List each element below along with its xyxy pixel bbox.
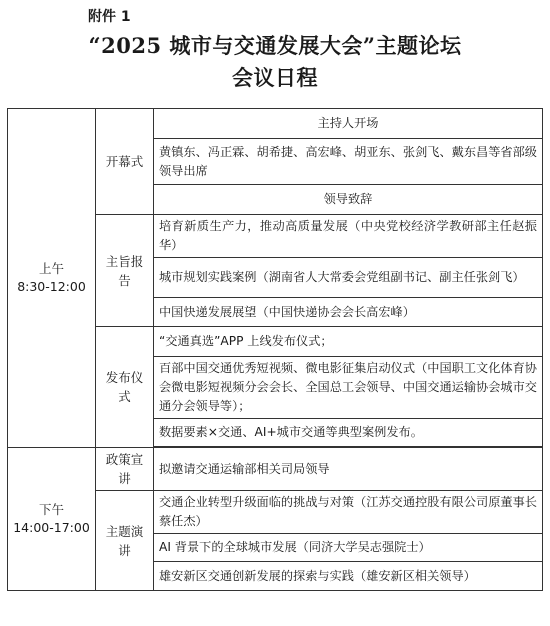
- keynote-item: 中国快递发展展望（中国快递协会会长高宏峰）: [154, 298, 543, 327]
- release-item: 百部中国交通优秀短视频、微电影征集启动仪式（中国职工文化体育协会微电影短视频分会会长、全国总工会领导、中国交通运输协会城市交通分会领导等）；: [154, 357, 543, 419]
- table-row: [8, 448, 543, 491]
- morning-time-label: 上午: [38, 261, 64, 276]
- session-opening: 开幕式: [96, 109, 154, 215]
- opening-speech: 领导致辞: [154, 185, 543, 215]
- afternoon-time-cell: [8, 448, 96, 591]
- policy-item: 拟邀请交通运输部相关司局领导: [154, 448, 543, 491]
- speech-item: AI 背景下的全球城市发展（同济大学吴志强院士）: [154, 534, 543, 562]
- afternoon-time-label: 下午: [38, 502, 64, 517]
- forum-title: “2025 城市与交通发展大会”主题论坛: [88, 33, 462, 58]
- speech-item: 雄安新区交通创新发展的探索与实践（雄安新区相关领导）: [154, 562, 543, 591]
- release-item: 数据要素×交通、AI+城市交通等典型案例发布。: [154, 419, 543, 447]
- opening-attendees: 黄镇东、冯正霖、胡希捷、高宏峰、胡亚东、张剑飞、戴东昌等省部级领导出席: [154, 139, 543, 185]
- opening-host: 主持人开场: [154, 109, 543, 139]
- attachment-label: 附件 1: [88, 9, 131, 25]
- session-release: 发布仪式: [96, 327, 154, 448]
- release-item: “交通真选”APP 上线发布仪式；: [154, 327, 543, 357]
- morning-time-cell: [8, 109, 96, 448]
- speech-item: 交通企业转型升级面临的挑战与对策（江苏交通控股有限公司原董事长蔡任杰）: [154, 491, 543, 534]
- session-policy: 政策宣讲: [96, 448, 154, 491]
- keynote-item: 培育新质生产力，推动高质量发展（中央党校经济学教研部主任赵振华）: [154, 215, 543, 258]
- afternoon-time-range: 14:00-17:00: [13, 520, 90, 535]
- agenda-table: [7, 108, 543, 591]
- agenda-title: 会议日程: [232, 65, 318, 90]
- session-keynote: 主旨报告: [96, 215, 154, 327]
- table-row: [8, 109, 543, 139]
- session-speeches: 主题演讲: [96, 491, 154, 591]
- morning-time-range: 8:30-12:00: [17, 279, 86, 294]
- keynote-item: 城市规划实践案例（湖南省人大常委会党组副书记、副主任张剑飞）: [154, 258, 543, 298]
